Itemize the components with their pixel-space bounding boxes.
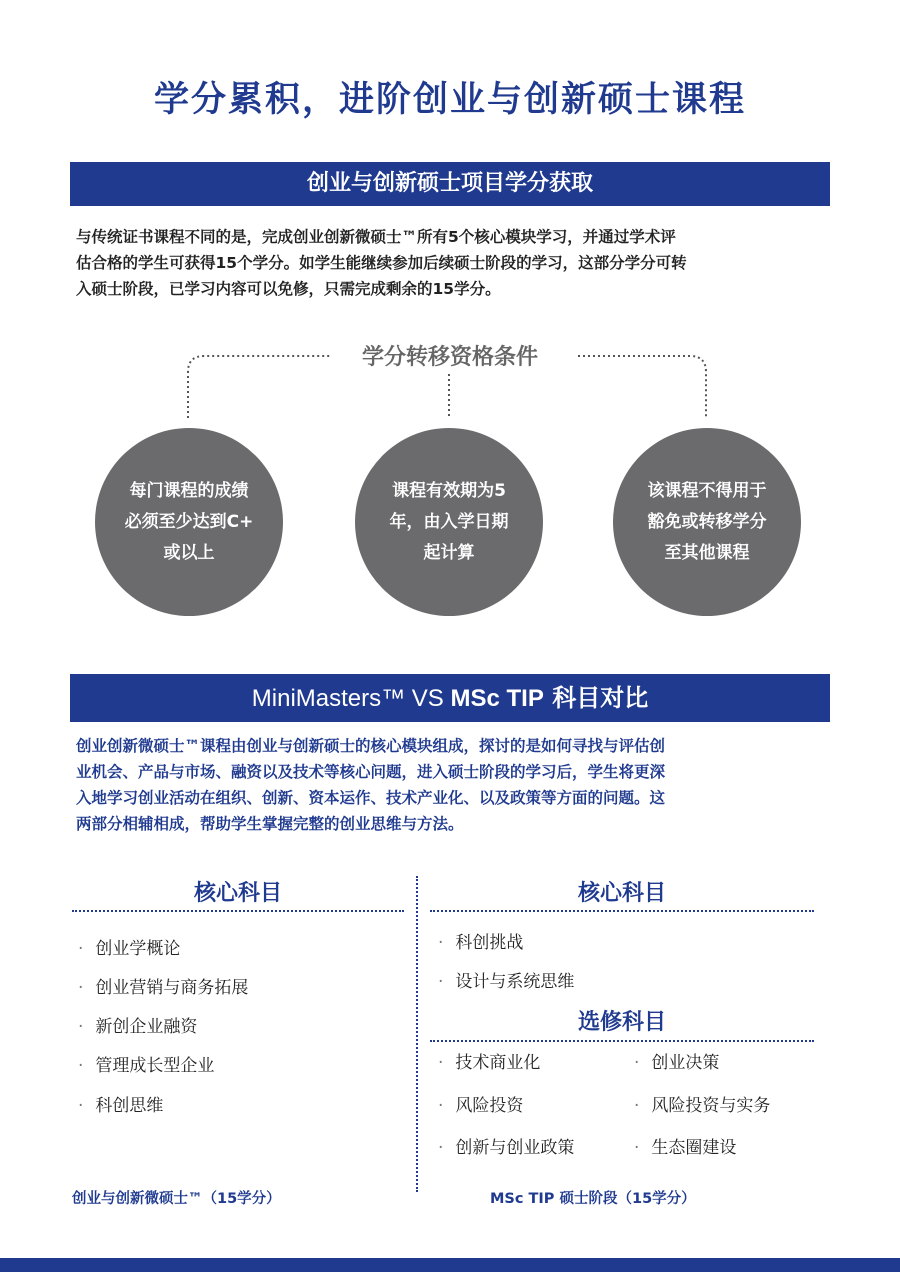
left-footer-credits: 创业与创新微硕士™（15学分） [72,1191,281,1207]
page-title: 学分累积，进阶创业与创新硕士课程 [153,80,746,120]
right-core-item: · 科创挑战 [438,933,524,953]
item-label: 技术商业化 [455,1053,541,1073]
banner-msc-tip: MSc TIP [450,685,544,712]
elective-item: · 创业决策 [634,1053,720,1073]
paragraph-line: 入硕士阶段，已学习内容可以免修，只需完成剩余的15学分。 [76,280,501,298]
elective-item: · 技术商业化 [438,1053,541,1073]
elective-item: · 生态圈建设 [634,1138,737,1158]
transfer-conditions-title [0,340,900,371]
paragraph-line: 两部分相辅相成，帮助学生掌握完整的创业思维与方法。 [76,815,464,833]
elective-heading: 选修科目 [577,1010,666,1035]
left-core-item: · 科创思维 [78,1096,164,1116]
comparison-paragraph [76,733,830,837]
circle-line: 起计算 [423,542,475,563]
item-label: 生态圈建设 [651,1138,737,1158]
section-banner-credits: 创业与创新硕士项目学分获取 [70,162,830,206]
circle-line: 年，由入学日期 [389,511,509,532]
transfer-conditions-label: 学分转移资格条件 [352,345,548,370]
item-label: 风险投资与实务 [651,1096,771,1116]
banner-comparison-label: 科目对比 [543,684,649,712]
condition-circle-validity [355,428,543,616]
item-label: 创新与创业政策 [455,1138,575,1158]
item-label: 设计与系统思维 [455,972,575,992]
circle-line: 该课程不得用于 [647,480,767,501]
circle-line: 豁免或转移学分 [647,511,767,532]
item-label: 创业学概论 [95,939,181,959]
item-label: 管理成长型企业 [95,1056,215,1076]
elective-heading-underline [430,1040,814,1042]
circle-line: 必须至少达到C+ [124,511,254,532]
item-label: 新创企业融资 [95,1017,198,1037]
column-divider [416,876,418,1192]
left-core-item: · 新创企业融资 [78,1017,198,1037]
item-label: 创业营销与商务拓展 [95,978,249,998]
elective-item: · 风险投资 [438,1096,524,1116]
elective-item: · 风险投资与实务 [634,1096,771,1116]
paragraph-line: 业机会、产品与市场、融资以及技术等核心问题，进入硕士阶段的学习后，学生将更深 [76,763,666,781]
banner-minimasters: MiniMasters™ VS [251,685,451,712]
paragraph-line: 创业创新微硕士™课程由创业与创新硕士的核心模块组成，探讨的是如何寻找与评估创 [76,737,666,755]
left-core-item: · 管理成长型企业 [78,1056,215,1076]
right-footer-credits: MSc TIP 硕士阶段（15学分） [490,1191,696,1207]
item-label: 创业决策 [651,1053,720,1073]
left-core-item: · 创业学概论 [78,939,181,959]
left-core-heading: 核心科目 [193,881,282,906]
item-label: 科创挑战 [455,933,524,953]
right-heading-underline [430,910,814,912]
circle-line: 至其他课程 [664,542,750,563]
circle-line: 每门课程的成绩 [129,480,249,501]
bottom-bar [0,1258,900,1272]
paragraph-line: 与传统证书课程不同的是，完成创业创新微硕士™所有5个核心模块学习，并通过学术评 [76,228,676,246]
paragraph-line: 入地学习创业活动在组织、创新、资本运作、技术产业化、以及政策等方面的问题。这 [76,789,666,807]
right-core-heading: 核心科目 [577,881,666,906]
connector-lines [0,0,900,440]
circle-line: 课程有效期为5 [392,480,506,501]
item-label: 科创思维 [95,1096,164,1116]
left-heading-underline [72,910,404,912]
left-core-item: · 创业营销与商务拓展 [78,978,249,998]
item-label: 风险投资 [455,1096,524,1116]
condition-circle-grade [95,428,283,616]
elective-item: · 创新与创业政策 [438,1138,575,1158]
section-banner-comparison [70,674,830,722]
paragraph-line: 估合格的学生可获得15个学分。如学生能继续参加后续硕士阶段的学习，这部分学分可转 [76,254,687,272]
condition-circle-exclusive [613,428,801,616]
right-core-item: · 设计与系统思维 [438,972,575,992]
circle-line: 或以上 [163,542,215,563]
